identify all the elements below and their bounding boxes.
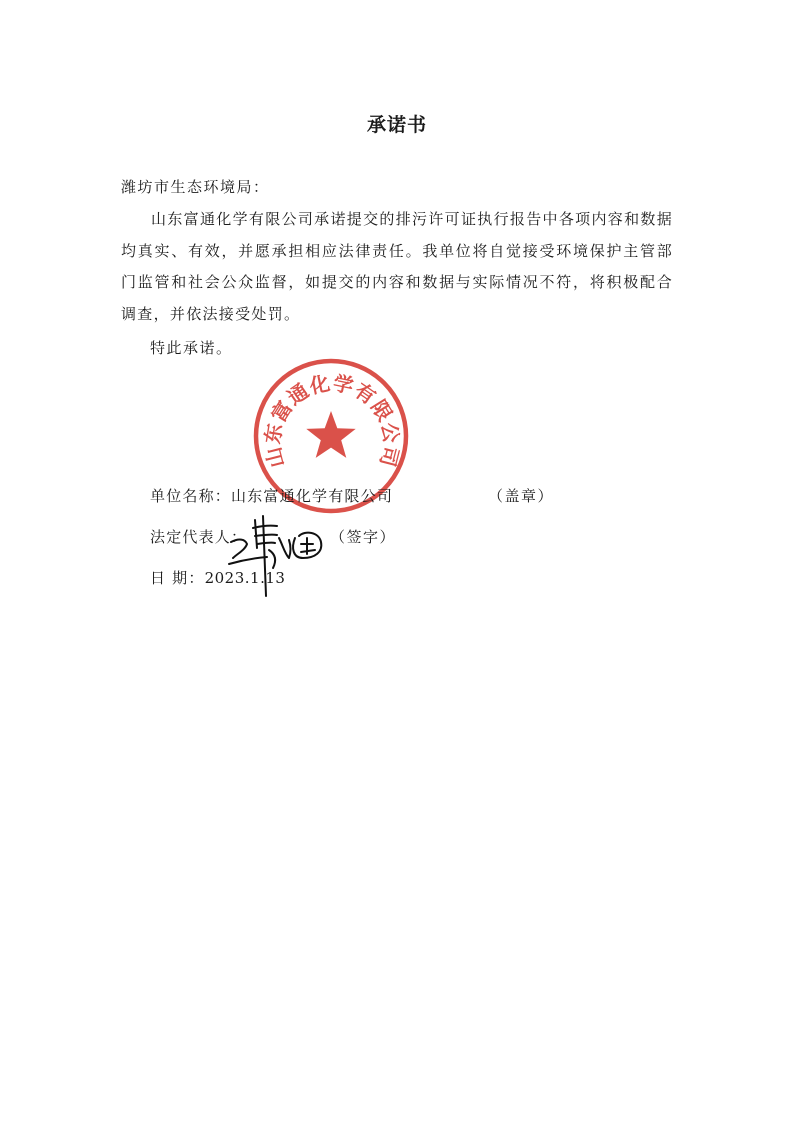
document-title: 承诺书 <box>366 114 427 136</box>
unit-name-row <box>150 485 393 506</box>
svg-text:山东富通化学有限公司: 山东富通化学有限公司 <box>260 370 404 471</box>
date-value: 2023.1.13 <box>204 569 286 587</box>
closing-line: 特此承诺。 <box>150 339 233 357</box>
sign-note: （签字） <box>330 528 397 546</box>
seal-note: （盖章） <box>488 487 555 505</box>
legal-rep-label: 法定代表人： <box>150 528 248 546</box>
unit-name-value: 山东富通化学有限公司 <box>231 487 394 505</box>
commitment-body: 山东富通化学有限公司承诺提交的排污许可证执行报告中各项内容和数据均真实、有效，并愿承担相应法律责任。我单位将自觉接受环境保护主管部门监管和社会公众监督，如提交的内容和数据与实际情况不符，将积极配合调查，并依法接受处罚。 <box>121 210 673 323</box>
date-label: 日 期： <box>150 569 205 587</box>
recipient-line: 潍坊市生态环境局： <box>121 178 270 196</box>
handwritten-signature <box>225 508 335 598</box>
unit-name-label: 单位名称： <box>150 487 232 505</box>
